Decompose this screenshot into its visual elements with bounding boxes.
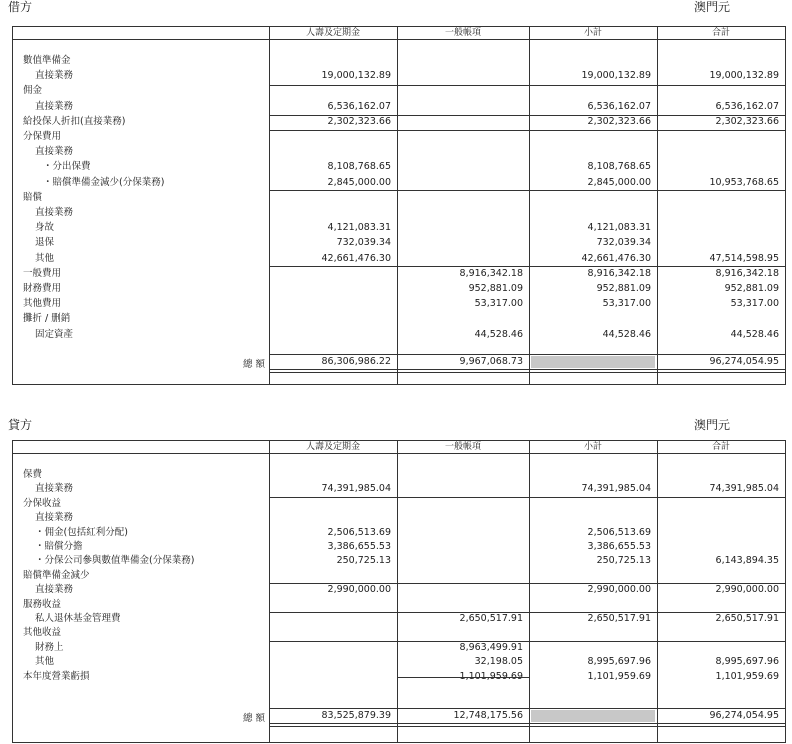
cell-value: 2,506,513.69 <box>327 526 391 538</box>
table-row <box>13 235 785 250</box>
row-label: 其他費用 <box>23 298 62 310</box>
row-label: 本年度營業虧損 <box>23 670 90 682</box>
column-header: 一般帳項 <box>444 442 481 452</box>
row-label: ・賠償準備金減少(分保業務) <box>43 176 165 188</box>
cell-value: 53,317.00 <box>474 298 523 310</box>
cell-value: 44,528.46 <box>730 328 779 340</box>
row-label: ・佣金(包括紅利分配) <box>35 526 128 538</box>
cell-value: 2,845,000.00 <box>587 176 651 188</box>
cell-value: 2,990,000.00 <box>327 584 391 596</box>
total-rule <box>269 726 785 727</box>
row-label: ・分出保費 <box>43 161 91 173</box>
cell-value: 6,536,162.07 <box>587 100 651 112</box>
column-header: 人壽及定期金 <box>305 28 360 38</box>
cell-value: 1,101,959.69 <box>587 670 651 682</box>
table-row <box>13 539 785 554</box>
total-label: 總 額 <box>243 359 266 370</box>
table-row <box>13 327 785 342</box>
credit-header-row <box>13 441 785 454</box>
table-row <box>13 266 785 281</box>
table-row <box>13 611 785 626</box>
rule-line <box>269 85 785 86</box>
row-label: 賠償準備金減少 <box>23 569 90 581</box>
table-row <box>13 281 785 296</box>
cell-value: 10,953,768.65 <box>709 176 779 188</box>
debit-header-row <box>13 27 785 40</box>
total-rule <box>269 723 785 724</box>
cell-value: 2,506,513.69 <box>587 526 651 538</box>
cell-value: 250,725.13 <box>596 555 651 567</box>
table-row <box>13 553 785 568</box>
cell-value: 2,302,323.66 <box>587 115 651 127</box>
cell-value: 8,108,768.65 <box>327 161 391 173</box>
cell-value: 8,995,697.96 <box>715 656 779 668</box>
cell-value: 1,101,959.69 <box>459 670 523 682</box>
rule-line <box>269 190 785 191</box>
total-rule <box>269 354 785 355</box>
row-label: 攤折 / 删銷 <box>23 313 71 325</box>
table-row <box>13 129 785 144</box>
row-label: 財務上 <box>35 641 64 653</box>
table-row <box>13 53 785 68</box>
table-row <box>13 68 785 83</box>
row-label: 直接業務 <box>35 146 74 158</box>
cell-value: 2,990,000.00 <box>715 584 779 596</box>
cell-value: 42,661,476.30 <box>321 252 391 264</box>
table-row <box>13 251 785 266</box>
cell-value: 8,995,697.96 <box>587 656 651 668</box>
total-rule <box>269 369 785 370</box>
cell-value: 952,881.09 <box>468 283 523 294</box>
row-label: 其他 <box>35 252 55 264</box>
cell-value: 74,391,985.04 <box>581 483 651 495</box>
total-rule <box>269 372 785 373</box>
table-row <box>13 159 785 174</box>
cell-value: 952,881.09 <box>596 283 651 294</box>
row-label: 其他收益 <box>23 627 62 639</box>
column-header: 小計 <box>583 28 602 38</box>
table-row <box>13 525 785 540</box>
cell-value: 74,391,985.04 <box>709 483 779 495</box>
table-row <box>13 625 785 640</box>
total-value: 9,967,068.73 <box>459 356 523 367</box>
credit-title: 貸方 <box>8 418 33 432</box>
cell-value: 4,121,083.31 <box>327 222 391 234</box>
total-label: 總 額 <box>243 713 266 724</box>
rule-line <box>397 677 529 678</box>
rule-line <box>269 497 785 498</box>
row-label: 直接業務 <box>35 70 74 82</box>
row-label: 佣金 <box>23 85 43 97</box>
table-row <box>13 99 785 114</box>
cell-value: 47,514,598.95 <box>709 252 779 264</box>
table-row <box>13 220 785 235</box>
cell-value: 2,650,517.91 <box>459 613 523 624</box>
cell-value: 3,386,655.53 <box>587 541 651 552</box>
total-value: 96,274,054.95 <box>709 710 779 721</box>
cell-value: 6,536,162.07 <box>327 100 391 112</box>
column-header: 合計 <box>711 28 730 38</box>
table-row <box>13 114 785 129</box>
rule-line <box>269 115 785 116</box>
row-label: 服務收益 <box>23 598 62 610</box>
column-header: 人壽及定期金 <box>305 442 360 452</box>
row-label: ・賠償分擔 <box>35 541 83 552</box>
column-header: 一般帳項 <box>444 28 481 38</box>
table-row <box>13 481 785 496</box>
table-row <box>13 205 785 220</box>
column-header: 小計 <box>583 442 602 452</box>
debit-table <box>12 26 786 385</box>
table-row <box>13 190 785 205</box>
row-label: 直接業務 <box>35 100 74 112</box>
rule-line <box>269 583 785 584</box>
table-row <box>13 311 785 326</box>
credit-currency: 澳門元 <box>694 418 731 432</box>
cell-value: 8,916,342.18 <box>587 267 651 279</box>
row-label: 保費 <box>23 469 43 480</box>
row-label: 固定資產 <box>35 328 74 340</box>
cell-value: 4,121,083.31 <box>587 222 651 234</box>
row-label: 一般費用 <box>23 267 62 279</box>
rule-line <box>269 641 785 642</box>
row-label: 給投保人折扣(直接業務) <box>23 115 126 127</box>
cell-value: 42,661,476.30 <box>581 252 651 264</box>
cell-value: 8,108,768.65 <box>587 161 651 173</box>
cell-value: 53,317.00 <box>602 298 651 310</box>
cell-value: 2,845,000.00 <box>327 176 391 188</box>
cell-value: 2,650,517.91 <box>587 613 651 624</box>
table-row <box>13 582 785 597</box>
table-row <box>13 467 785 482</box>
debit-currency: 澳門元 <box>694 0 731 14</box>
cell-value: 3,386,655.53 <box>327 541 391 552</box>
row-label: 分保費用 <box>23 131 62 142</box>
credit-table <box>12 440 786 743</box>
table-row <box>13 640 785 655</box>
shaded-cell <box>531 356 655 368</box>
row-label: 私人退休基金管理費 <box>35 613 121 624</box>
cell-value: 2,302,323.66 <box>715 115 779 127</box>
row-label: 直接業務 <box>35 584 74 596</box>
table-row <box>13 510 785 525</box>
table-row <box>13 654 785 669</box>
cell-value: 8,963,499.91 <box>459 641 523 653</box>
cell-value: 19,000,132.89 <box>321 70 391 82</box>
cell-value: 2,990,000.00 <box>587 584 651 596</box>
cell-value: 732,039.34 <box>596 237 651 249</box>
total-value: 12,748,175.56 <box>453 710 523 721</box>
row-label: 數值準備金 <box>23 55 71 66</box>
cell-value: 732,039.34 <box>336 237 391 249</box>
cell-value: 250,725.13 <box>336 555 391 567</box>
row-label: 身故 <box>35 222 55 234</box>
row-label: 直接業務 <box>35 207 74 218</box>
row-label: 退保 <box>35 237 55 249</box>
table-row <box>13 296 785 311</box>
row-label: ・分保公司參與數值準備金(分保業務) <box>35 555 195 567</box>
total-value: 83,525,879.39 <box>321 710 391 721</box>
cell-value: 6,143,894.35 <box>715 555 779 567</box>
column-header: 合計 <box>711 442 730 452</box>
row-label: 直接業務 <box>35 512 74 524</box>
row-label: 賠償 <box>23 191 43 203</box>
cell-value: 44,528.46 <box>602 328 651 340</box>
cell-value: 74,391,985.04 <box>321 483 391 495</box>
debit-title: 借方 <box>8 0 33 14</box>
total-value: 86,306,986.22 <box>321 356 391 367</box>
cell-value: 6,536,162.07 <box>715 100 779 112</box>
cell-value: 19,000,132.89 <box>581 70 651 82</box>
cell-value: 44,528.46 <box>474 328 523 340</box>
row-label: 財務費用 <box>23 283 62 294</box>
cell-value: 8,916,342.18 <box>459 267 523 279</box>
cell-value: 8,916,342.18 <box>715 267 779 279</box>
cell-value: 32,198.05 <box>474 656 523 668</box>
row-label: 分保收益 <box>23 497 62 509</box>
total-rule <box>269 708 785 709</box>
rule-line <box>269 130 785 131</box>
total-value: 96,274,054.95 <box>709 356 779 367</box>
rule-line <box>269 612 785 613</box>
row-label: 直接業務 <box>35 483 74 495</box>
cell-value: 53,317.00 <box>730 298 779 310</box>
rule-line <box>269 266 785 267</box>
cell-value: 19,000,132.89 <box>709 70 779 82</box>
table-row <box>13 144 785 159</box>
cell-value: 952,881.09 <box>724 283 779 294</box>
table-row <box>13 175 785 190</box>
cell-value: 2,650,517.91 <box>715 613 779 624</box>
shaded-cell <box>531 710 655 722</box>
table-row <box>13 597 785 612</box>
table-row <box>13 568 785 583</box>
row-label: 其他 <box>35 656 55 668</box>
table-row <box>13 496 785 511</box>
cell-value: 2,302,323.66 <box>327 115 391 127</box>
cell-value: 1,101,959.69 <box>715 670 779 682</box>
